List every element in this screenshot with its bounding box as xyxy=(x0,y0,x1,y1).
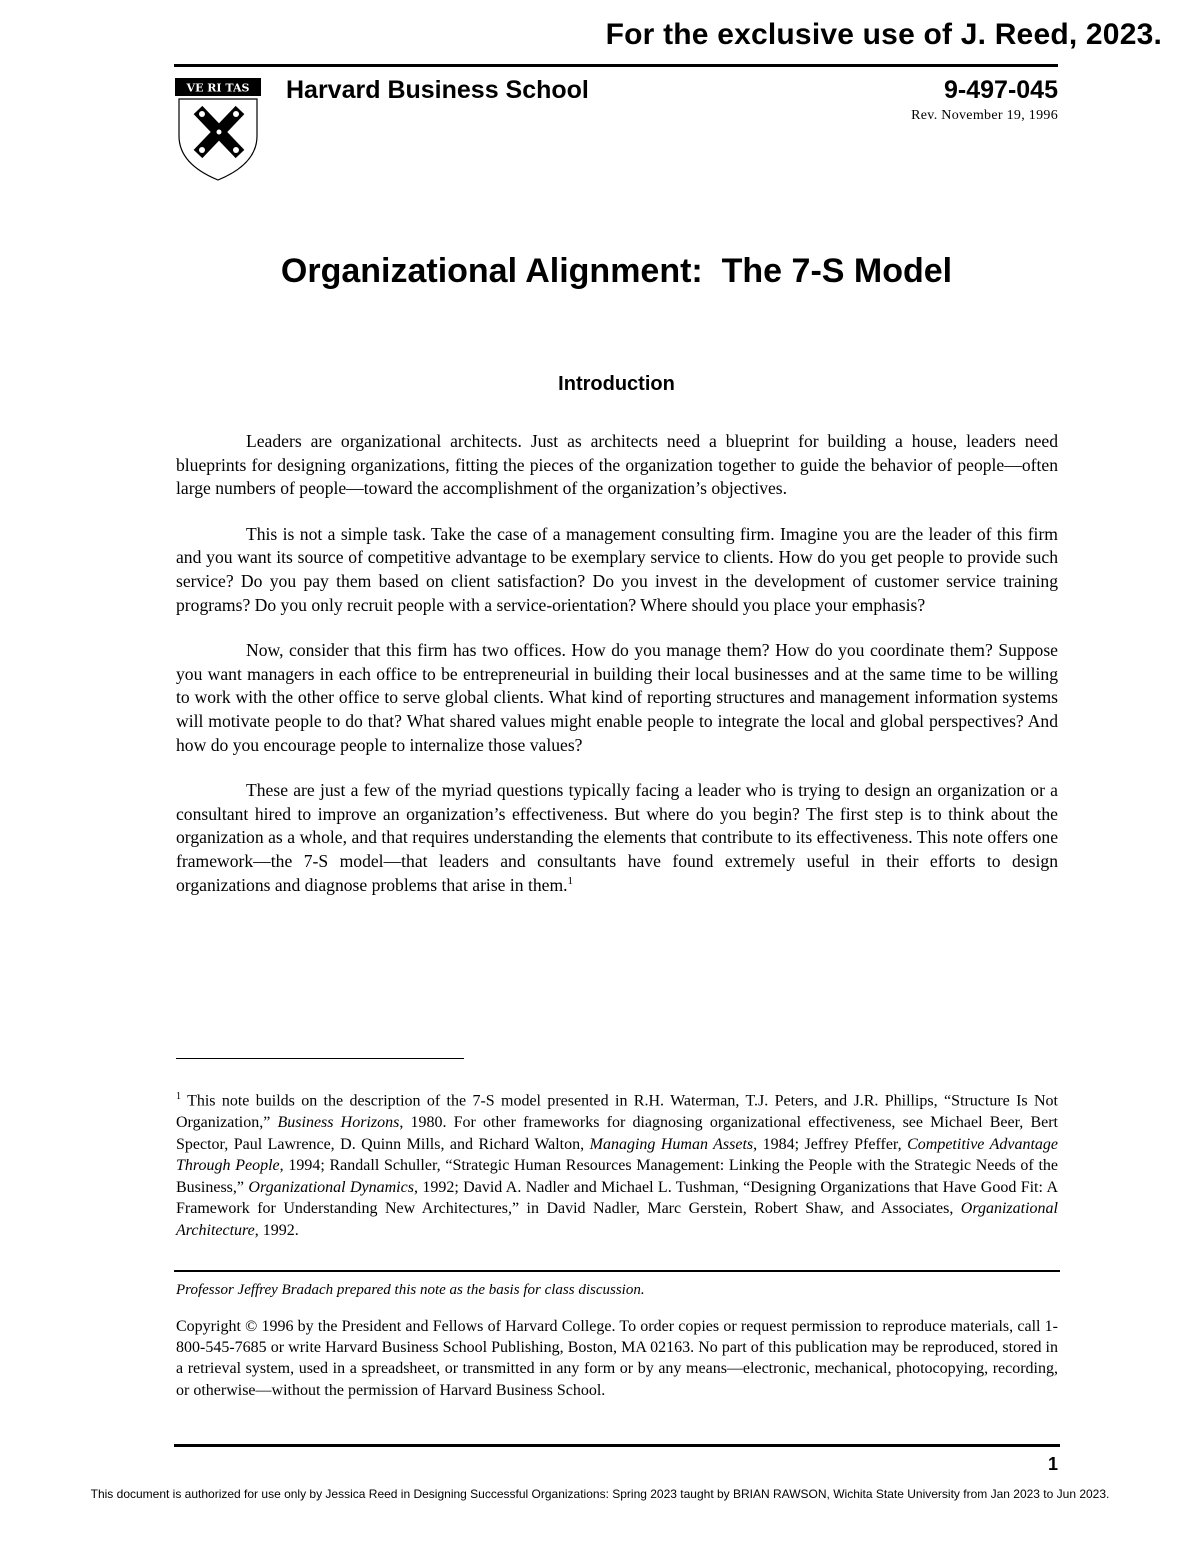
footnote-text: This note builds on the description of the 7-S model presented in R.H. Waterman, T.J. Peters, and J.R. Phillips, “Structure Is Not Organization,” xyxy=(176,1092,1058,1131)
logo-motto: VE RI TAS xyxy=(186,81,250,95)
paragraph-text: Now, consider that this firm has two offices. How do you manage them? How do you coordinate them? Suppose you want managers in each office to be entrepreneurial in building their local businesses and at the same time to be willing to work with the other office to serve global clients. What kind of reporting structures and management information systems will motivate people to do that? What shared values might enable people to integrate the local and global perspectives? And how do you encourage people to internalize those values? xyxy=(176,640,1058,755)
footnote-text: , 1994; Randall Schuller, “Strategic Human Resources Management: Linking the People with the Strategic Needs of the Business,” xyxy=(176,1157,1058,1196)
footnote-citation: Organizational Architecture xyxy=(176,1200,1058,1239)
paragraph xyxy=(176,523,1058,617)
paragraph-text: Leaders are organizational architects. Just as architects need a blueprint for building a house, leaders need blueprints for designing organizations, fitting the pieces of the organization together to guide the behavior of people—often large numbers of people—toward the accomplishment of the organization’s objectives. xyxy=(176,431,1058,499)
footnote-rule xyxy=(176,1058,464,1059)
footer-rule xyxy=(174,1270,1060,1272)
prepared-by-note: Professor Jeffrey Bradach prepared this note as the basis for class discussion. xyxy=(176,1282,645,1298)
header-rule xyxy=(174,64,1058,67)
footnote-text: , 1992. xyxy=(254,1221,299,1239)
footnote-text: , 1992; David A. Nadler and Michael L. Tushman, “Designing Organizations that Have Good Fit: A Framework for Understanding New Architectures,” in David Nadler, Marc Gerstein, Robert Shaw, and Associates, xyxy=(176,1178,1059,1218)
paragraph xyxy=(176,639,1058,757)
body-text xyxy=(176,430,1058,919)
footnote-text: , 1984; Jeffrey Pfeffer, xyxy=(753,1135,908,1153)
footnote-text: , 1980. For other frameworks for diagnosing organizational effectiveness, see Michael Beer, Bert Spector, Paul Lawrence, D. Quinn Mills, and Richard Walton, xyxy=(176,1113,1059,1153)
footnote-citation: Business Horizons xyxy=(277,1113,400,1131)
document-number: 9-497-045 xyxy=(944,76,1058,104)
footnote-reference: 1 xyxy=(567,874,574,887)
exclusive-use-banner: For the exclusive use of J. Reed, 2023. xyxy=(605,18,1162,51)
page-bottom-rule xyxy=(174,1444,1060,1447)
paragraph xyxy=(176,430,1058,501)
copyright-notice: Copyright © 1996 by the President and Fellows of Harvard College. To order copies or request permission to reproduce materials, call 1-800-545-7685 or write Harvard Business School Publishing, Boston, MA 02163. No part of this publication may be reproduced, stored in a retrieval system, used in a spreadsheet, or transmitted in any form or by any means—electronic, mechanical, photocopying, recording, or otherwise—without the permission of Harvard Business School. xyxy=(176,1318,1058,1399)
footnote-marker: 1 xyxy=(176,1091,181,1102)
document-title: Organizational Alignment: The 7-S Model xyxy=(280,252,953,290)
revision-date: Rev. November 19, 1996 xyxy=(911,108,1058,123)
paragraph-text: This is not a simple task. Take the case of a management consulting firm. Imagine you are the leader of this firm and you want its source of competitive advantage to be exemplary service to clients. How do you get people to provide such service? Do you pay them based on client satisfaction? Do you invest in the development of customer service training programs? Do you only recruit people with a service-orientation? Where should you place your emphasis? xyxy=(176,523,1058,615)
footnote-citation: Managing Human Assets xyxy=(589,1135,754,1153)
section-heading: Introduction xyxy=(558,373,675,395)
paragraph-text: These are just a few of the myriad questions typically facing a leader who is trying to design an organization or a consultant hired to improve an organization’s effectiveness. But where do you begin? The first step is to think about the organization as a whole, and that requires understanding the elements that contribute to its effectiveness. This note offers one framework—the 7-S model—that leaders and consultants have found extremely useful in their efforts to design organizations and diagnose problems that arise in them. xyxy=(176,780,1058,895)
page-number: 1 xyxy=(1047,1454,1058,1474)
school-name: Harvard Business School xyxy=(286,76,589,104)
footnote xyxy=(176,1086,1058,1241)
paragraph xyxy=(176,779,1058,897)
footnote-citation: Organizational Dynamics xyxy=(248,1178,414,1196)
harvard-shield-logo xyxy=(174,76,264,182)
authorization-notice: This document is authorized for use only by Jessica Reed in Designing Successful Organizations: Spring 2023 taught by BRIAN RAWSON, Wichita State University from Jan 2023 to Jun 2023. xyxy=(90,1487,1110,1501)
footnote-citation: Competitive Advantage Through People xyxy=(176,1135,1059,1175)
